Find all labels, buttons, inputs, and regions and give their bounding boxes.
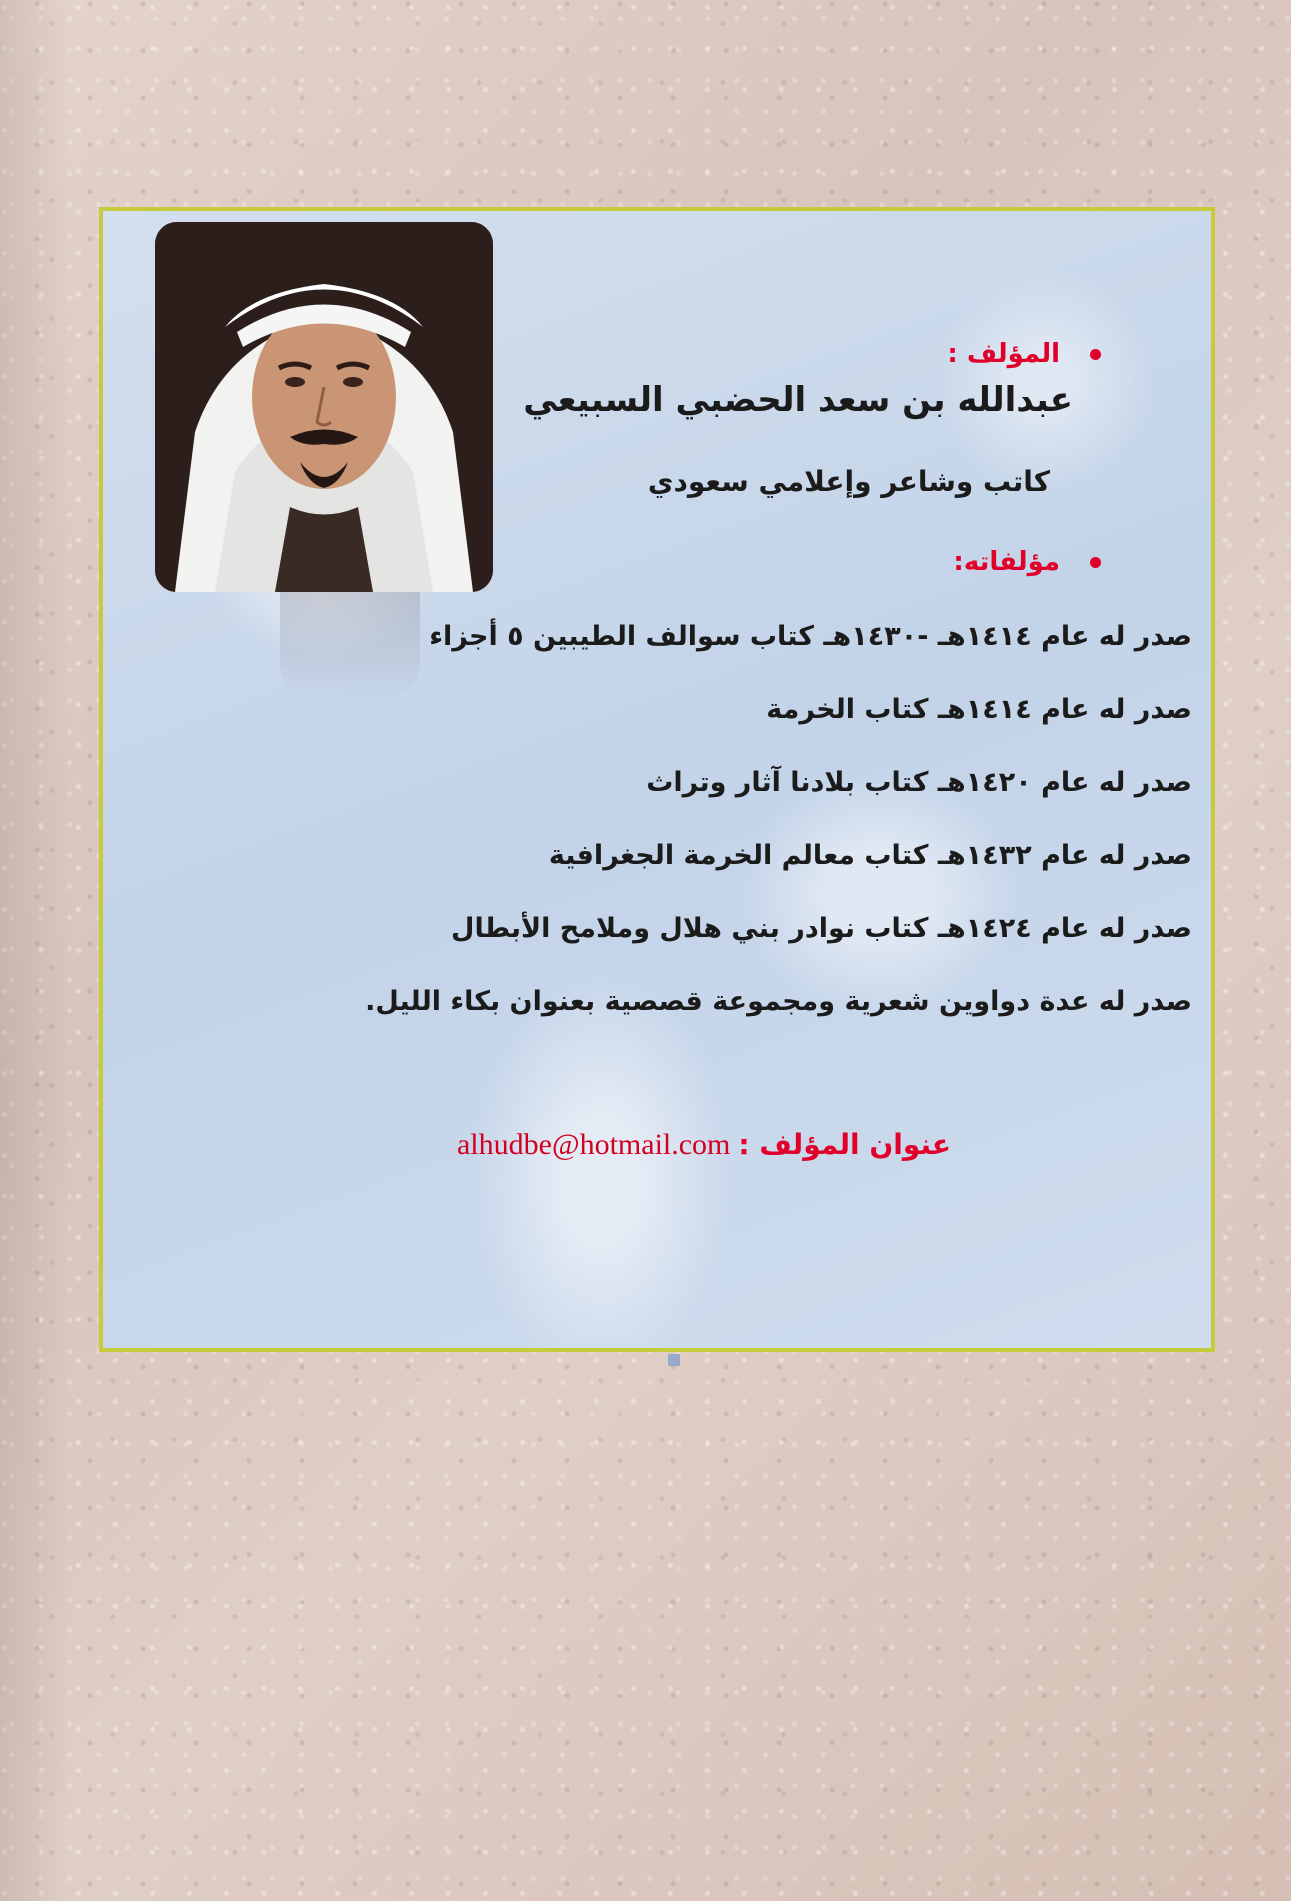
author-label-row bbox=[947, 332, 1101, 376]
author-label: المؤلف : bbox=[947, 339, 1060, 369]
list-item: صدر له عام ١٤٢٠هـ كتاب بلادنا آثار وتراث bbox=[646, 767, 1192, 798]
book-spine-shade bbox=[0, 0, 70, 1901]
contact-label: عنوان المؤلف : bbox=[738, 1128, 951, 1161]
list-item: صدر له عام ١٤١٤هـ كتاب الخرمة bbox=[766, 694, 1192, 725]
author-portrait-illustration bbox=[155, 222, 493, 592]
works-label: مؤلفاته: bbox=[953, 547, 1060, 577]
author-description: كاتب وشاعر وإعلامي سعودي bbox=[647, 465, 1050, 498]
author-email-link[interactable]: alhudbe@hotmail.com bbox=[456, 1128, 731, 1161]
red-dot-bullet-icon bbox=[1090, 557, 1101, 568]
list-item: صدر له عام ١٤١٤هـ -١٤٣٠هـ كتاب سوالف الطيبين ٥ أجزاء bbox=[429, 621, 1192, 652]
red-dot-bullet-icon bbox=[1090, 349, 1101, 360]
works-label-row bbox=[953, 540, 1101, 584]
list-item: صدر له عام ١٤٢٤هـ كتاب نوادر بني هلال وملامح الأبطال bbox=[451, 913, 1192, 944]
list-item: صدر له عدة دواوين شعرية ومجموعة قصصية بعنوان بكاء الليل. bbox=[365, 986, 1192, 1017]
print-mark bbox=[668, 1354, 680, 1366]
list-item: صدر له عام ١٤٣٢هـ كتاب معالم الخرمة الجغرافية bbox=[548, 840, 1192, 871]
author-name: عبدالله بن سعد الحضبي السبيعي bbox=[523, 380, 1073, 420]
contact-row bbox=[457, 1128, 951, 1162]
author-photo bbox=[155, 222, 493, 592]
works-list bbox=[365, 612, 1192, 1050]
